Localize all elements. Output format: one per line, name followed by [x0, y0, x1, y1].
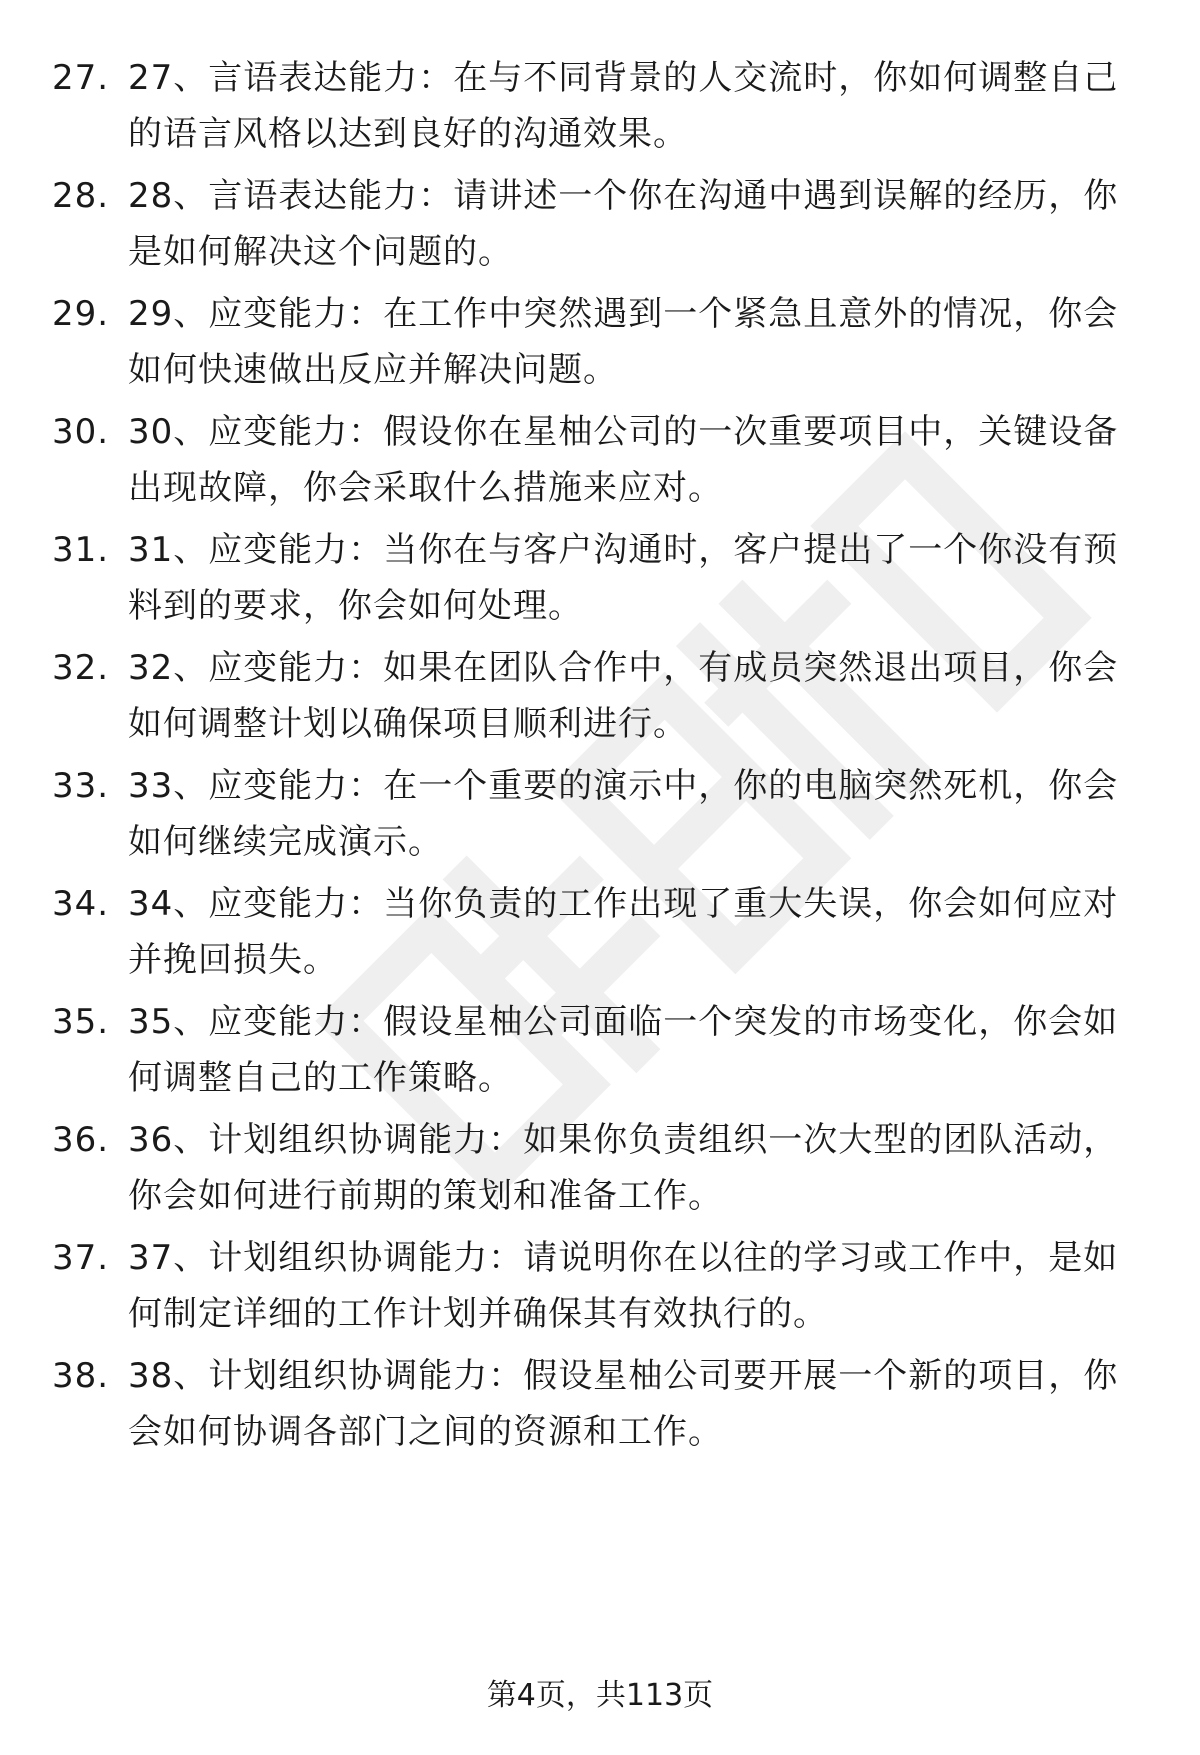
- item-number: 28.: [52, 176, 110, 216]
- item-text: 36、计划组织协调能力：如果你负责组织一次大型的团队活动，你会如何进行前期的策划和准备工作。: [128, 1120, 1119, 1216]
- item-number: 35.: [52, 1002, 110, 1042]
- item-number: 34.: [52, 884, 110, 924]
- item-number: 33.: [52, 766, 110, 806]
- item-number: 29.: [52, 294, 110, 334]
- item-text: 34、应变能力：当你负责的工作出现了重大失误，你会如何应对并挽回损失。: [128, 884, 1119, 980]
- list-item: [0, 758, 1200, 878]
- item-text: 27、言语表达能力：在与不同背景的人交流时，你如何调整自己的语言风格以达到良好的沟通效果。: [128, 58, 1119, 154]
- list-item: [0, 1348, 1200, 1468]
- list-item: [0, 994, 1200, 1114]
- list-item: [0, 876, 1200, 996]
- list-item: [0, 1112, 1200, 1232]
- item-number: 30.: [52, 412, 110, 452]
- item-number: 38.: [52, 1356, 110, 1396]
- list-item: [0, 286, 1200, 406]
- item-number: 36.: [52, 1120, 110, 1160]
- list-item: [0, 50, 1200, 170]
- item-text: 35、应变能力：假设星柚公司面临一个突发的市场变化，你会如何调整自己的工作策略。: [128, 1002, 1119, 1098]
- list-item: [0, 1230, 1200, 1350]
- list-item: [0, 640, 1200, 760]
- list-item: [0, 404, 1200, 524]
- item-number: 37.: [52, 1238, 110, 1278]
- item-text: 37、计划组织协调能力：请说明你在以往的学习或工作中，是如何制定详细的工作计划并确保其有效执行的。: [128, 1238, 1119, 1334]
- item-text: 31、应变能力：当你在与客户沟通时，客户提出了一个你没有预料到的要求，你会如何处理。: [128, 530, 1119, 626]
- item-number: 27.: [52, 58, 110, 98]
- item-text: 32、应变能力：如果在团队合作中，有成员突然退出项目，你会如何调整计划以确保项目顺利进行。: [128, 648, 1119, 744]
- page-footer: 第4页，共113页: [486, 1678, 714, 1713]
- item-number: 31.: [52, 530, 110, 570]
- item-text: 28、言语表达能力：请讲述一个你在沟通中遇到误解的经历，你是如何解决这个问题的。: [128, 176, 1119, 272]
- item-text: 29、应变能力：在工作中突然遇到一个紧急且意外的情况，你会如何快速做出反应并解决问题。: [128, 294, 1119, 390]
- list-item: [0, 168, 1200, 288]
- item-text: 38、计划组织协调能力：假设星柚公司要开展一个新的项目，你会如何协调各部门之间的资源和工作。: [128, 1356, 1119, 1452]
- list-item: [0, 522, 1200, 642]
- item-text: 30、应变能力：假设你在星柚公司的一次重要项目中，关键设备出现故障，你会采取什么措施来应对。: [128, 412, 1119, 508]
- item-text: 33、应变能力：在一个重要的演示中，你的电脑突然死机，你会如何继续完成演示。: [128, 766, 1119, 862]
- item-number: 32.: [52, 648, 110, 688]
